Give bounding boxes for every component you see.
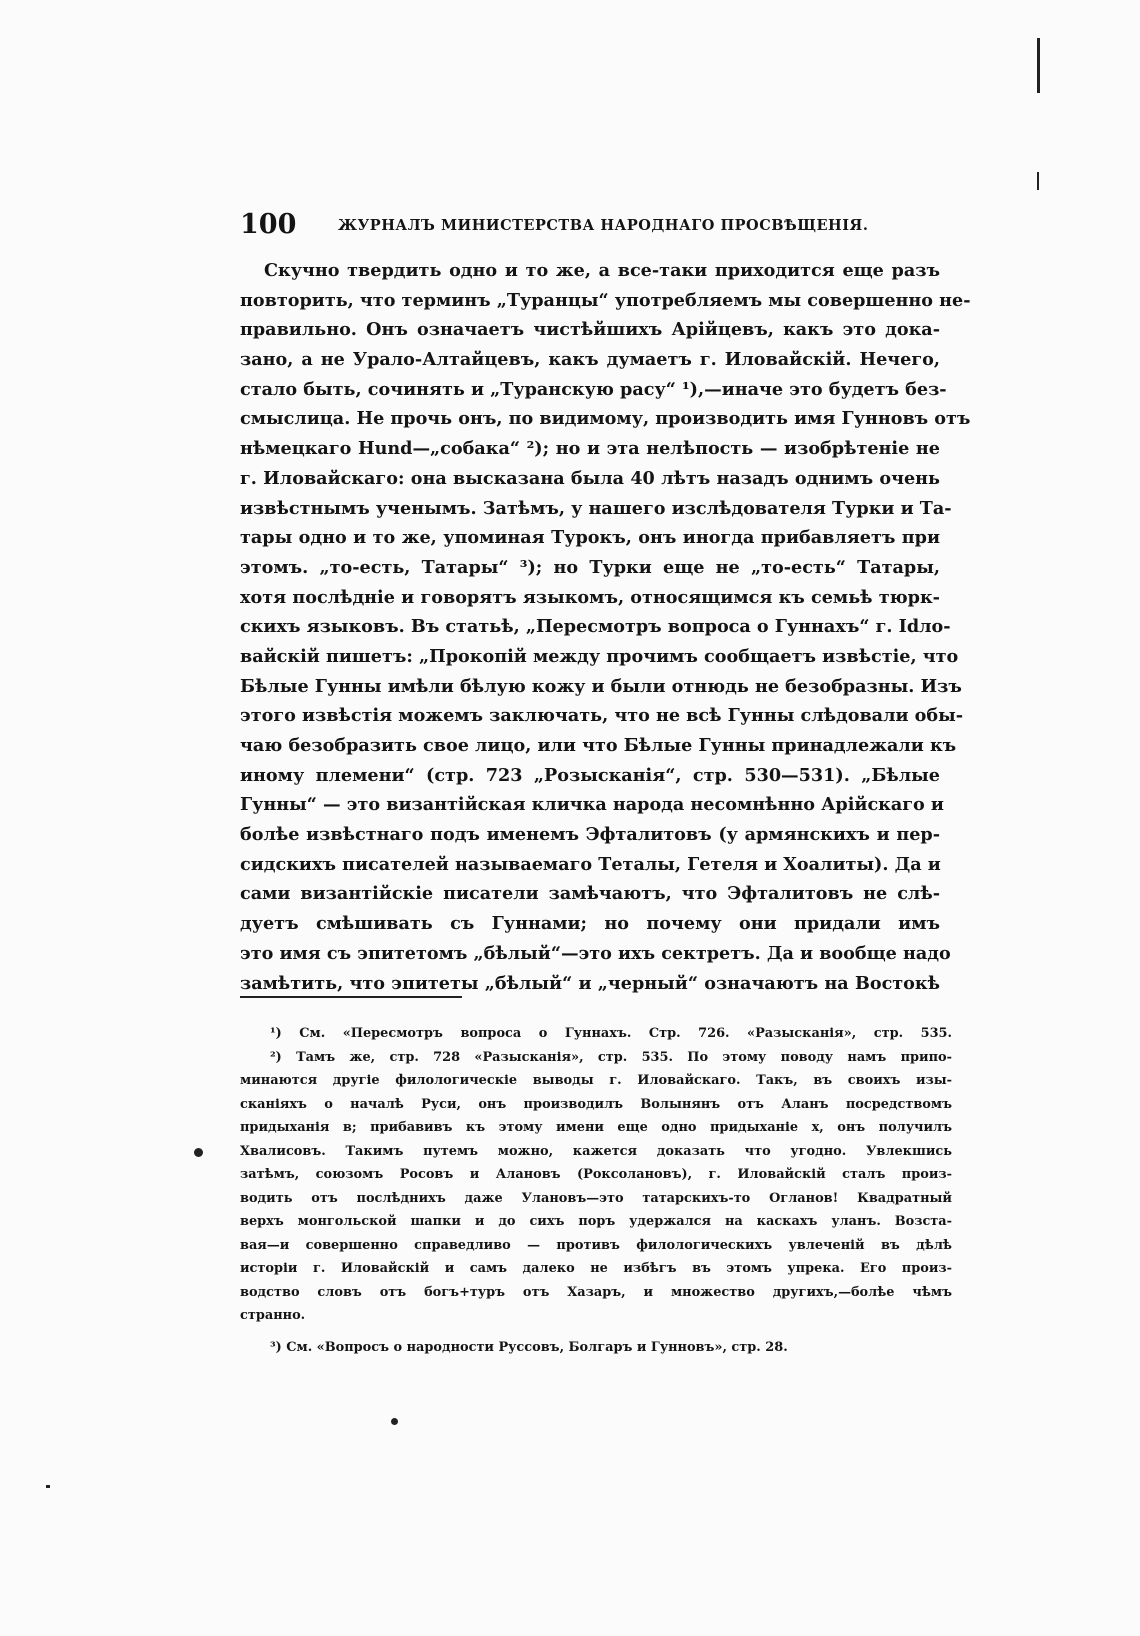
margin-mark bbox=[46, 1485, 50, 1488]
body-line: Гунны“ — это византійская кличка народа несомнѣнно Арійскаго и bbox=[240, 794, 944, 816]
body-line: сидскихъ писателей называемаго Теталы, Гетеля и Хоалиты). Да и bbox=[240, 853, 941, 875]
body-line: стало быть, сочинять и „Туранскую расу“ ¹),—иначе это будетъ без- bbox=[240, 378, 947, 400]
body-line: Бѣлые Гунны имѣли бѣлую кожу и были отнюдь не безобразны. Изъ bbox=[240, 675, 962, 697]
footnote-2-line: ²) Тамъ же, стр. 728 «Разысканія», стр. 535. По этому поводу намъ припо- bbox=[270, 1049, 952, 1065]
ink-dot bbox=[194, 1148, 203, 1157]
page-number: 100 bbox=[240, 209, 297, 240]
footnote-2-line: исторіи г. Иловайскій и самъ далеко не избѣгъ въ этомъ упрека. Его произ- bbox=[240, 1261, 952, 1276]
body-line: замѣтить, что эпитеты „бѣлый“ и „черный“ означаютъ на Востокѣ bbox=[240, 972, 940, 994]
body-line: нѣмецкаго Hund—„собака“ ²); но и эта нелѣпость — изобрѣтеніе не bbox=[240, 438, 940, 460]
body-line: сами византійскіе писатели замѣчаютъ, что Эфталитовъ не слѣ- bbox=[240, 883, 940, 905]
body-text bbox=[240, 256, 971, 998]
footnote-divider bbox=[240, 996, 462, 998]
body-line: смыслица. Не прочь онъ, по видимому, производить имя Гунновъ отъ bbox=[240, 408, 971, 430]
body-line: это имя съ эпитетомъ „бѣлый“—это ихъ сектретъ. Да и вообще надо bbox=[240, 942, 951, 964]
body-line: правильно. Онъ означаетъ чистѣйшихъ Арійцевъ, какъ это дока- bbox=[240, 319, 940, 341]
body-line: зано, а не Урало-Алтайцевъ, какъ думаетъ г. Иловайскій. Нечего, bbox=[240, 349, 940, 371]
ink-dot bbox=[391, 1418, 398, 1425]
body-line: скихъ языковъ. Въ статьѣ, „Пересмотръ вопроса о Гуннахъ“ г. Idло- bbox=[240, 616, 951, 638]
body-line: тары одно и то же, упоминая Турокъ, онъ иногда прибавляетъ при bbox=[240, 527, 940, 549]
footnote-2-line: сканіяхъ о началѣ Руси, онъ производилъ Волынянъ отъ Аланъ посредствомъ bbox=[240, 1096, 952, 1112]
body-line: извѣстнымъ ученымъ. Затѣмъ, у нашего изслѣдователя Турки и Та- bbox=[240, 497, 952, 519]
body-line: болѣе извѣстнаго подъ именемъ Эфталитовъ (у армянскихъ и пер- bbox=[240, 824, 940, 846]
footnote-3: ³) См. «Вопросъ о народности Руссовъ, Болгаръ и Гунновъ», стр. 28. bbox=[270, 1339, 788, 1355]
page-header bbox=[240, 210, 910, 240]
body-line: этого извѣстія можемъ заключать, что не всѣ Гунны слѣдовали обы- bbox=[240, 705, 964, 727]
footnote-2-line: верхъ монгольской шапки и до сихъ поръ удержался на каскахъ уланъ. Возста- bbox=[240, 1214, 952, 1229]
footnote-1: ¹) См. «Пересмотръ вопроса о Гуннахъ. Стр. 726. «Разысканія», стр. 535. bbox=[270, 1026, 952, 1041]
body-line: Скучно твердить одно и то же, а все-таки приходится еще разъ bbox=[264, 260, 940, 281]
footnote-2-line: затѣмъ, союзомъ Росовъ и Алановъ (Роксолановъ), г. Иловайскій сталъ произ- bbox=[240, 1167, 952, 1182]
body-line: г. Иловайскаго: она высказана была 40 лѣтъ назадъ однимъ очень bbox=[240, 467, 940, 489]
body-line: этомъ. „то-есть, Татары“ ³); но Турки еще не „то-есть“ Татары, bbox=[240, 556, 940, 578]
body-line: повторить, что терминъ „Туранцы“ употребляемъ мы совершенно не- bbox=[240, 289, 971, 311]
body-line: чаю безобразить свое лицо, или что Бѣлые Гунны принадлежали къ bbox=[240, 735, 957, 756]
footnote-2-line: вая—и совершенно справедливо — противъ филологическихъ увлеченій въ дѣлѣ bbox=[240, 1237, 952, 1253]
running-title: ЖУРНАЛЪ МИНИСТЕРСТВА НАРОДНАГО ПРОСВѢЩЕНІЯ. bbox=[338, 217, 869, 234]
margin-mark bbox=[1037, 38, 1040, 93]
footnote-2-line: придыханія в; прибавивъ къ этому имени еще одно придыханіе х, онъ получилъ bbox=[240, 1120, 952, 1135]
margin-mark bbox=[1037, 172, 1039, 190]
footnotes bbox=[240, 1022, 952, 1359]
body-line: иному племени“ (стр. 723 „Розысканія“, стр. 530—531). „Бѣлые bbox=[240, 764, 940, 786]
footnote-2-line: странно. bbox=[240, 1308, 306, 1323]
footnote-2-line: водство словъ отъ богъ+туръ отъ Хазаръ, и множество другихъ,—болѣе чѣмъ bbox=[240, 1284, 952, 1300]
body-line: дуетъ смѣшивать съ Гуннами; но почему они придали имъ bbox=[240, 913, 940, 935]
body-line: вайскій пишетъ: „Прокопій между прочимъ сообщаетъ извѣстіе, что bbox=[240, 645, 959, 667]
footnote-2-line: Хвалисовъ. Такимъ путемъ можно, кажется доказать что угодно. Увлекшись bbox=[240, 1143, 952, 1159]
footnote-2-line: минаются другіе филологическіе выводы г. Иловайскаго. Такъ, въ своихъ изы- bbox=[240, 1073, 952, 1088]
body-line: хотя послѣдніе и говорятъ языкомъ, относящимся къ семьѣ тюрк- bbox=[240, 586, 940, 608]
footnote-2-line: водить отъ послѣднихъ даже Улановъ—это татарскихъ-то Огланов! Квадратный bbox=[240, 1190, 952, 1206]
